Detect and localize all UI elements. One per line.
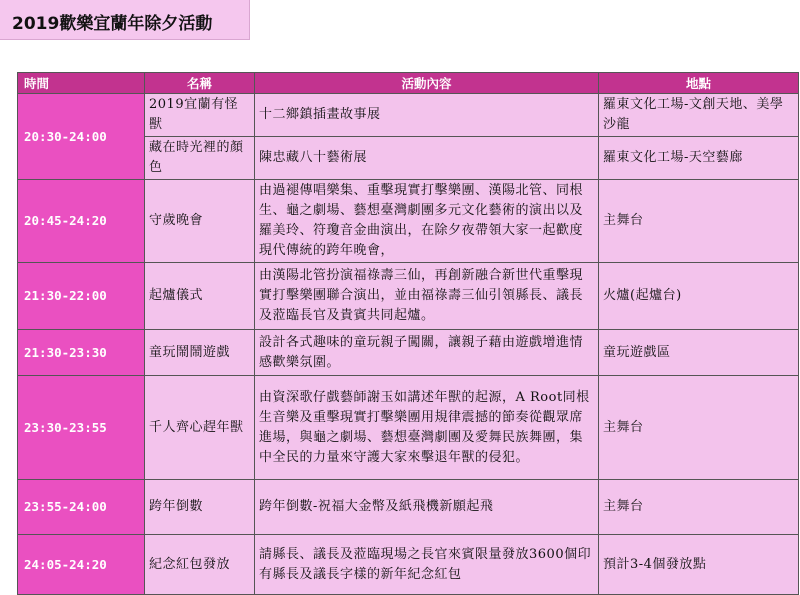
table-row <box>18 376 799 480</box>
table-row <box>18 94 799 137</box>
name-cell: 守歲晚會 <box>145 180 255 263</box>
table-row <box>18 535 799 595</box>
time-cell: 21:30-22:00 <box>18 263 145 330</box>
time-cell: 20:30-24:00 <box>18 94 145 180</box>
time-cell: 21:30-23:30 <box>18 330 145 376</box>
content-cell: 由過褪傳唱樂集、重擊現實打擊樂團、漢陽北管、同根生、龜之劇場、藝想臺灣劇團多元文化藝術的演出以及羅美玲、符瓊音金曲演出，在除夕夜帶領大家一起歡度現代傳統的跨年晚會， <box>255 180 599 263</box>
place-cell: 主舞台 <box>599 376 799 480</box>
name-cell: 紀念紅包發放 <box>145 535 255 595</box>
table-row <box>18 330 799 376</box>
name-cell: 跨年倒數 <box>145 480 255 535</box>
schedule-table-container <box>17 72 798 595</box>
content-cell: 跨年倒數-祝福大金幣及紙飛機新願起飛 <box>255 480 599 535</box>
name-cell: 藏在時光裡的顏色 <box>145 137 255 180</box>
header-time: 時間 <box>18 73 145 94</box>
place-cell: 主舞台 <box>599 180 799 263</box>
content-cell: 設計各式趣味的童玩親子闖關，讓親子藉由遊戲增進情感歡樂氛圍。 <box>255 330 599 376</box>
place-cell: 童玩遊戲區 <box>599 330 799 376</box>
time-cell: 20:45-24:20 <box>18 180 145 263</box>
header-content: 活動內容 <box>255 73 599 94</box>
content-cell: 由漢陽北管扮演福祿壽三仙，再創新融合新世代重擊現實打擊樂團聯合演出，並由福祿壽三仙引領縣長、議長及蒞臨長官及貴賓共同起爐。 <box>255 263 599 330</box>
place-cell: 羅東文化工場-文創天地、美學沙龍 <box>599 94 799 137</box>
time-cell: 23:30-23:55 <box>18 376 145 480</box>
content-cell: 由資深歌仔戲藝師謝玉如講述年獸的起源，A Root同根生音樂及重擊現實打擊樂團用規律震撼的節奏從觀眾席進場，與龜之劇場、藝想臺灣劇團及愛舞民族舞團，集中全民的力量來守護大家來擊退年獸的侵犯。 <box>255 376 599 480</box>
content-cell: 請縣長、議長及蒞臨現場之長官來賓限量發放3600個印有縣長及議長字樣的新年紀念紅包 <box>255 535 599 595</box>
place-cell: 火爐(起爐台) <box>599 263 799 330</box>
place-cell: 主舞台 <box>599 480 799 535</box>
title-tab <box>0 0 250 40</box>
name-cell: 起爐儀式 <box>145 263 255 330</box>
header-name: 名稱 <box>145 73 255 94</box>
schedule-table <box>17 72 799 595</box>
table-row <box>18 263 799 330</box>
content-cell: 十二鄉鎮插畫故事展 <box>255 94 599 137</box>
time-cell: 23:55-24:00 <box>18 480 145 535</box>
table-row <box>18 180 799 263</box>
place-cell: 預計3-4個發放點 <box>599 535 799 595</box>
name-cell: 童玩鬧鬧遊戲 <box>145 330 255 376</box>
content-cell: 陳忠藏八十藝術展 <box>255 137 599 180</box>
name-cell: 2019宜蘭有怪獸 <box>145 94 255 137</box>
place-cell: 羅東文化工場-天空藝廊 <box>599 137 799 180</box>
table-row <box>18 480 799 535</box>
time-cell: 24:05-24:20 <box>18 535 145 595</box>
page-title: 2019歡樂宜蘭年除夕活動 <box>12 14 213 34</box>
name-cell: 千人齊心趕年獸 <box>145 376 255 480</box>
header-row <box>18 73 799 94</box>
header-place: 地點 <box>599 73 799 94</box>
